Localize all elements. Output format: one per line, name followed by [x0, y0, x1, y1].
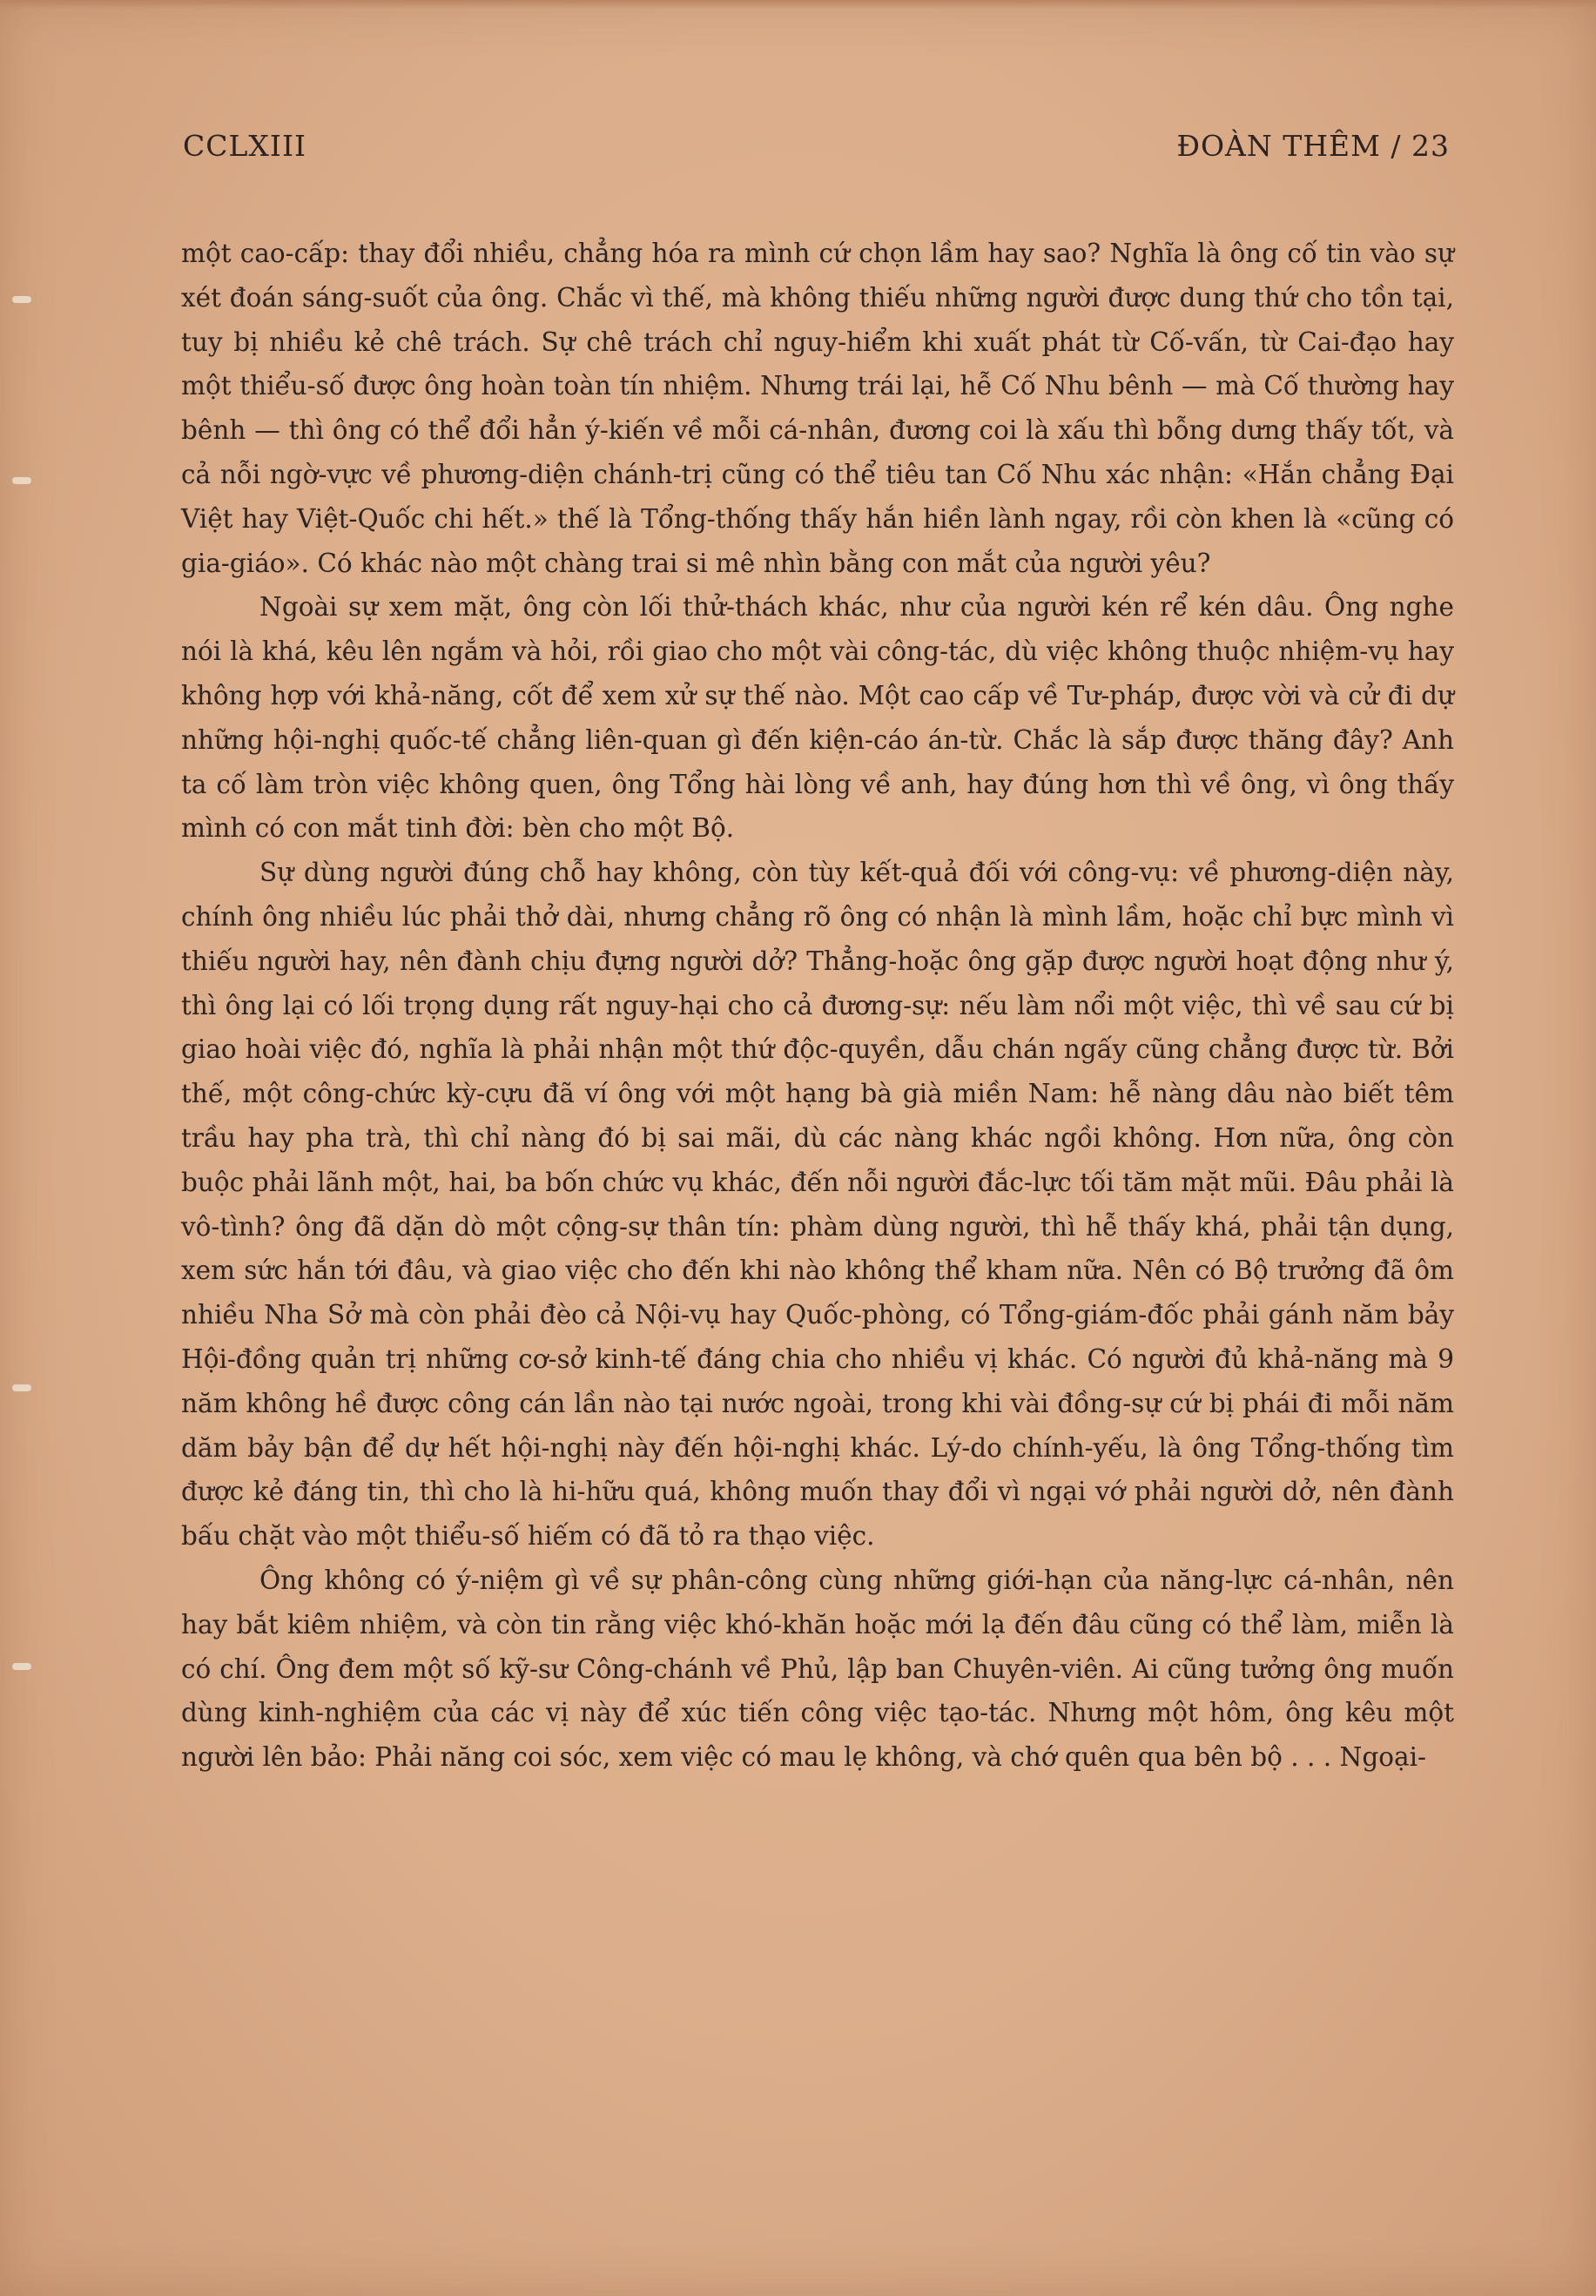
- header-right: ĐOÀN THÊM / 23: [1176, 129, 1450, 163]
- paragraph: Ngoài sự xem mặt, ông còn lối thử-thách khác, như của người kén rể kén dâu. Ông nghe nói là khá, kêu lên ngắm và hỏi, rồi giao cho một vài công-tác, dù việc không thuộc nhiệm-vụ hay không hợp với khả-năng, cốt để xem xử sự thế nào. Một cao cấp về Tư-pháp, được vời và cử đi dự những hội-nghị quốc-tế chẳng liên-quan gì đến kiện-cáo án-từ. Chắc là sắp được thăng đây? Anh ta cố làm tròn việc không quen, ông Tổng hài lòng về anh, hay đúng hơn thì về ông, vì ông thấy mình có con mắt tinh đời: bèn cho một Bộ.: [181, 592, 1454, 844]
- binding-mark: [12, 477, 31, 484]
- binding-mark: [12, 1384, 31, 1391]
- paragraph: Sự dùng người đúng chỗ hay không, còn tùy kết-quả đối với công-vụ: về phương-diện này, chính ông nhiều lúc phải thở dài, nhưng chẳng rõ ông có nhận là mình lầm, hoặc chỉ bực mình vì thiếu người hay, nên đành chịu đựng người dở? Thẳng-hoặc ông gặp được người hoạt động như ý, thì ông lại có lối trọng dụng rất nguy-hại cho cả đương-sự: nếu làm nổi một việc, thì về sau cứ bị giao hoài việc đó, nghĩa là phải nhận một thứ độc-quyền, dẫu chán ngấy cũng chẳng được từ. Bởi thế, một công-chức kỳ-cựu đã ví ông với một hạng bà già miền Nam: hễ nàng dâu nào biết têm trầu hay pha trà, thì chỉ nàng đó bị sai mãi, dù các nàng khác ngồi không. Hơn nữa, ông còn buộc phải lãnh một, hai, ba bốn chức vụ khác, đến nỗi người đắc-lực tối tăm mặt mũi. Đâu phải là vô-tình? ông đã dặn dò một cộng-sự thân tín: phàm dùng người, thì hễ thấy khá, phải tận dụng, xem sức hắn tới đâu, và giao việc cho đến khi nào không thể kham nữa. Nên có Bộ trưởng đã ôm nhiều Nha Sở mà còn phải đèo cả Nội-vụ hay Quốc-phòng, có Tổng-giám-đốc phải gánh năm bảy Hội-đồng quản trị những cơ-sở kinh-tế đáng chia cho nhiều vị khác. Có người đủ khả-năng mà 9 năm không hề được công cán lần nào tại nước ngoài, trong khi vài đồng-sự cứ bị phái đi mỗi năm dăm bảy bận để dự hết hội-nghị này đến hội-nghị khác. Lý-do chính-yếu, là ông Tổng-thống tìm được kẻ đáng tin, thì cho là hi-hữu quá, không muốn thay đổi vì ngại vớ phải người dở, nên đành bấu chặt vào một thiểu-số hiếm có đã tỏ ra thạo việc.: [181, 858, 1454, 1552]
- body-text: [181, 232, 1454, 1780]
- page-edge: [0, 0, 1596, 9]
- binding-mark: [12, 1663, 31, 1670]
- paragraph: Ông không có ý-niệm gì về sự phân-công cùng những giới-hạn của năng-lực cá-nhân, nên hay bắt kiêm nhiệm, và còn tin rằng việc khó-khăn hoặc mới lạ đến đâu cũng có thể làm, miễn là có chí. Ông đem một số kỹ-sư Công-chánh về Phủ, lập ban Chuyên-viên. Ai cũng tưởng ông muốn dùng kinh-nghiệm của các vị này để xúc tiến công việc tạo-tác. Nhưng một hôm, ông kêu một người lên bảo: Phải năng coi sóc, xem việc có mau lẹ không, và chớ quên qua bên bộ . . . Ngoại-: [181, 1565, 1454, 1773]
- paragraph: một cao-cấp: thay đổi nhiều, chẳng hóa ra mình cứ chọn lầm hay sao? Nghĩa là ông cố tin vào sự xét đoán sáng-suốt của ông. Chắc vì thế, mà không thiếu những người được dung thứ cho tồn tại, tuy bị nhiều kẻ chê trách. Sự chê trách chỉ nguy-hiểm khi xuất phát từ Cố-vấn, từ Cai-đạo hay một thiểu-số được ông hoàn toàn tín nhiệm. Nhưng trái lại, hễ Cố Nhu bênh — mà Cố thường hay bênh — thì ông có thể đổi hẳn ý-kiến về mỗi cá-nhân, đương coi là xấu thì bỗng dưng thấy tốt, và cả nỗi ngờ-vực về phương-diện chánh-trị cũng có thể tiêu tan Cố Nhu xác nhận: «Hắn chẳng Đại Việt hay Việt-Quốc chi hết.» thế là Tổng-thống thấy hắn hiền lành ngay, rồi còn khen là «cũng có gia-giáo». Có khác nào một chàng trai si mê nhìn bằng con mắt của người yêu?: [181, 239, 1454, 578]
- binding-mark: [12, 296, 31, 303]
- header-left: CCLXIII: [183, 129, 307, 163]
- page-header: [183, 129, 1450, 172]
